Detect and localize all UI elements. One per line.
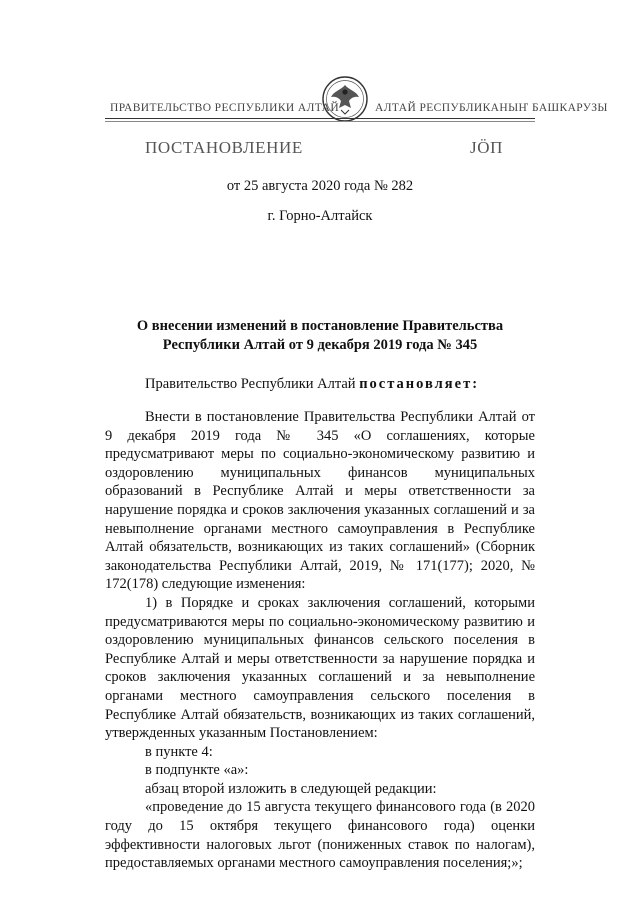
document-title: О внесении изменений в постановление Правительства Республики Алтай от 9 декабря 2019 года № 345	[136, 318, 504, 353]
paragraph: в подпункте «а»:	[145, 762, 249, 779]
date-line: от 25 августа 2020 года № 282	[226, 178, 414, 194]
paragraph: 1) в Порядке и сроках заключения соглашений, которыми предусматриваются меры по социально-экономическому развитию и оздоровлению муниципальных финансов сельского поселения в Республике Алтай и меры ответственности за нарушение порядка и сроков заключения указанных соглашений и за невыполнение органами местного самоуправления сельского поселения в Республике Алтай обязательств, возникающих из таких соглашений, утвержденных указанным Постановлением:	[105, 594, 535, 742]
paragraph: «проведение до 15 августа текущего финансового года (в 2020 году до 15 октября текущего финансового года) оценки эффективности налоговых льгот (пониженных ставок по налогам), предоставляемых органами местного самоуправления поселения;»;	[105, 799, 535, 872]
doc-type-right: JӦП	[470, 138, 503, 157]
paragraph: Внести в постановление Правительства Республики Алтай от 9 декабря 2019 года № 345 «О соглашениях, которые предусматривают меры по социально-экономическому развитию и оздоровлению муниципальных финансов муниципальных образований в Республике Алтай и меры ответственности за нарушение порядка и сроков заключения указанных соглашений и за невыполнение органами местного самоуправления в Республике Алтай обязательств, возникающих из таких соглашений» (Сборник законодательства Республики Алтай, 2019, № 171(177); 2020, № 172(178) следующие изменения:	[105, 409, 535, 593]
header-left-title: ПРАВИТЕЛЬСТВО РЕСПУБЛИКИ АЛТАЙ	[110, 102, 340, 114]
doc-type-left: ПОСТАНОВЛЕНИЕ	[145, 138, 303, 157]
preamble-subject: Правительство Республики Алтай	[145, 376, 356, 392]
preamble	[145, 376, 479, 393]
header-right-title: АЛТАЙ РЕСПУБЛИКАНЫҤ БАШКАРУЗЫ	[375, 102, 608, 114]
header-divider-secondary	[105, 121, 535, 122]
city-line: г. Горно-Алтайск	[267, 208, 373, 224]
document-body	[105, 408, 535, 873]
header-divider	[105, 118, 535, 119]
paragraph: абзац второй изложить в следующей редакции:	[145, 780, 437, 797]
paragraph: в пункте 4:	[145, 743, 213, 760]
preamble-verb: постановляет:	[359, 376, 480, 392]
coat-of-arms-icon	[320, 74, 370, 124]
